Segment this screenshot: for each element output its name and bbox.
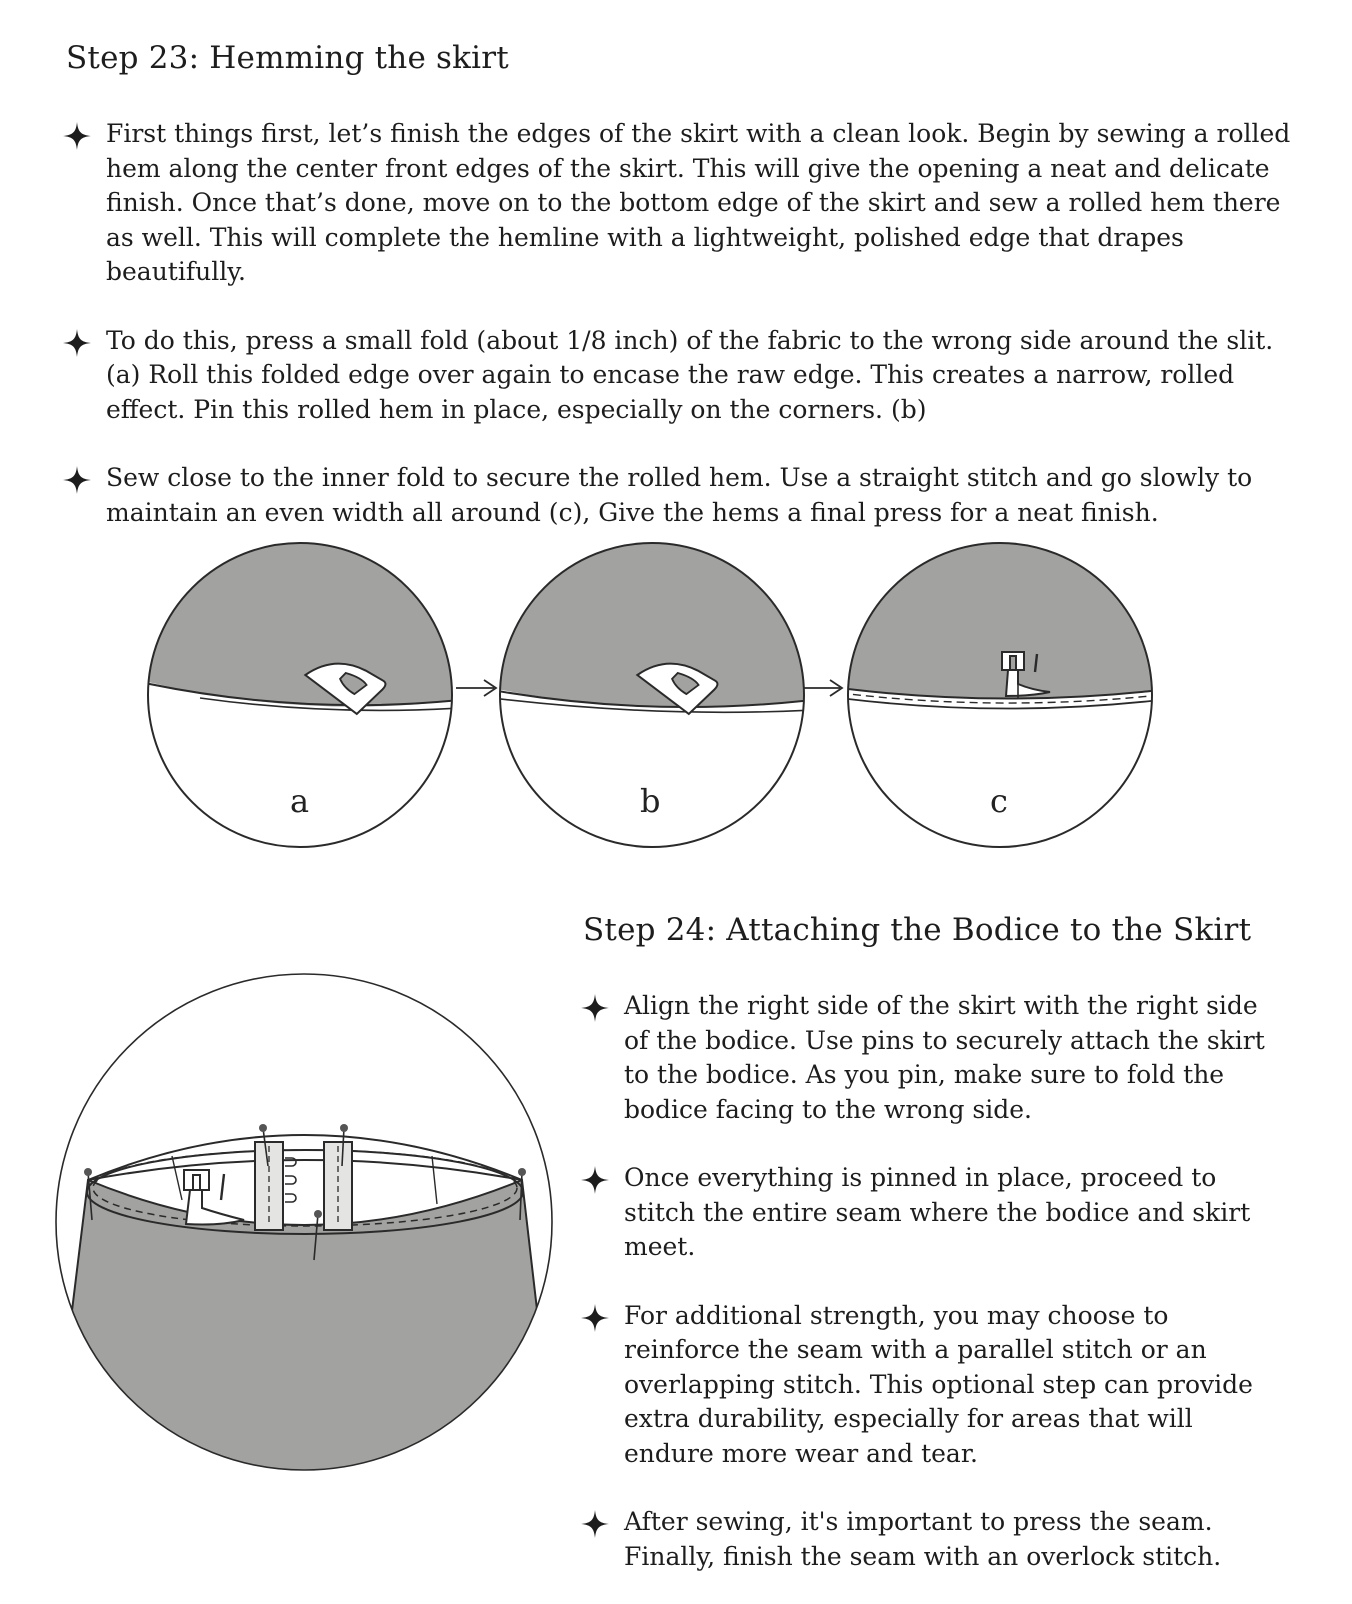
step24-bullet-text: Once everything is pinned in place, proceed to stitch the entire seam where the bodice and skirt meet. (624, 1163, 1251, 1261)
star-bullet-icon (580, 1509, 610, 1539)
star-bullet-icon (580, 1303, 610, 1333)
step24-bullet-list (580, 989, 1270, 1574)
step23-bullet-text: To do this, press a small fold (about 1/8 inch) of the fabric to the wrong side around the slit. (a) Roll this folded edge over again to encase the raw edge. This creates a narrow, rolled effect. Pin this rolled hem in place, especially on the corners. (b) (106, 325, 1274, 424)
bodice-skirt-diagram (52, 970, 556, 1474)
hem-circle-a (140, 530, 460, 847)
figure-label-b: b (640, 782, 661, 820)
step24-title: Step 24: Attaching the Bodice to the Skirt (583, 912, 1252, 948)
step23-bullet (62, 117, 1292, 290)
figure-label-c: c (990, 782, 1008, 820)
star-bullet-icon (62, 328, 92, 358)
hemming-diagram (140, 530, 1160, 860)
arrow-right-icon (804, 680, 842, 696)
hem-circle-c (840, 530, 1160, 847)
presser-foot-icon (184, 1170, 244, 1225)
star-bullet-icon (62, 121, 92, 151)
step23-bullet-text: Sew close to the inner fold to secure the rolled hem. Use a straight stitch and go slowly to maintain an even width all around (c), Give the hems a final press for a neat finish. (106, 463, 1253, 527)
step23-bullet-text: First things first, let’s finish the edges of the skirt with a clean look. Begin by sewing a rolled hem along the center front edges of the skirt. This will give the opening a neat and delicate finish. Once that’s done, move on to the bottom edge of the skirt and sew a rolled hem there as well. This will complete the hemline with a lightweight, polished edge that drapes beautifully. (106, 119, 1291, 286)
step23-bullet (62, 461, 1292, 530)
star-bullet-icon (580, 1165, 610, 1195)
step23-bullet (62, 324, 1292, 428)
step24-bullet (580, 1299, 1270, 1472)
step24-bullet-text: Align the right side of the skirt with the right side of the bodice. Use pins to securely attach the skirt to the bodice. As you pin, make sure to fold the bodice facing to the wrong side. (624, 991, 1265, 1124)
step23-bullet-list (62, 117, 1292, 530)
star-bullet-icon (580, 993, 610, 1023)
step23-title: Step 23: Hemming the skirt (66, 40, 509, 76)
step24-bullet (580, 1505, 1270, 1574)
arrow-right-icon (456, 680, 496, 696)
hem-circle-b (492, 530, 812, 847)
step24-bullet (580, 989, 1270, 1127)
step24-bullet-text: For additional strength, you may choose to reinforce the seam with a parallel stitch or an overlapping stitch. This optional step can provide extra durability, especially for areas that will endure more wear and tear. (624, 1300, 1253, 1468)
step24-bullet (580, 1161, 1270, 1265)
step24-bullet-text: After sewing, it's important to press the seam. Finally, finish the seam with an overlock stitch. (624, 1507, 1222, 1571)
figure-label-a: a (290, 782, 310, 820)
star-bullet-icon (62, 465, 92, 495)
